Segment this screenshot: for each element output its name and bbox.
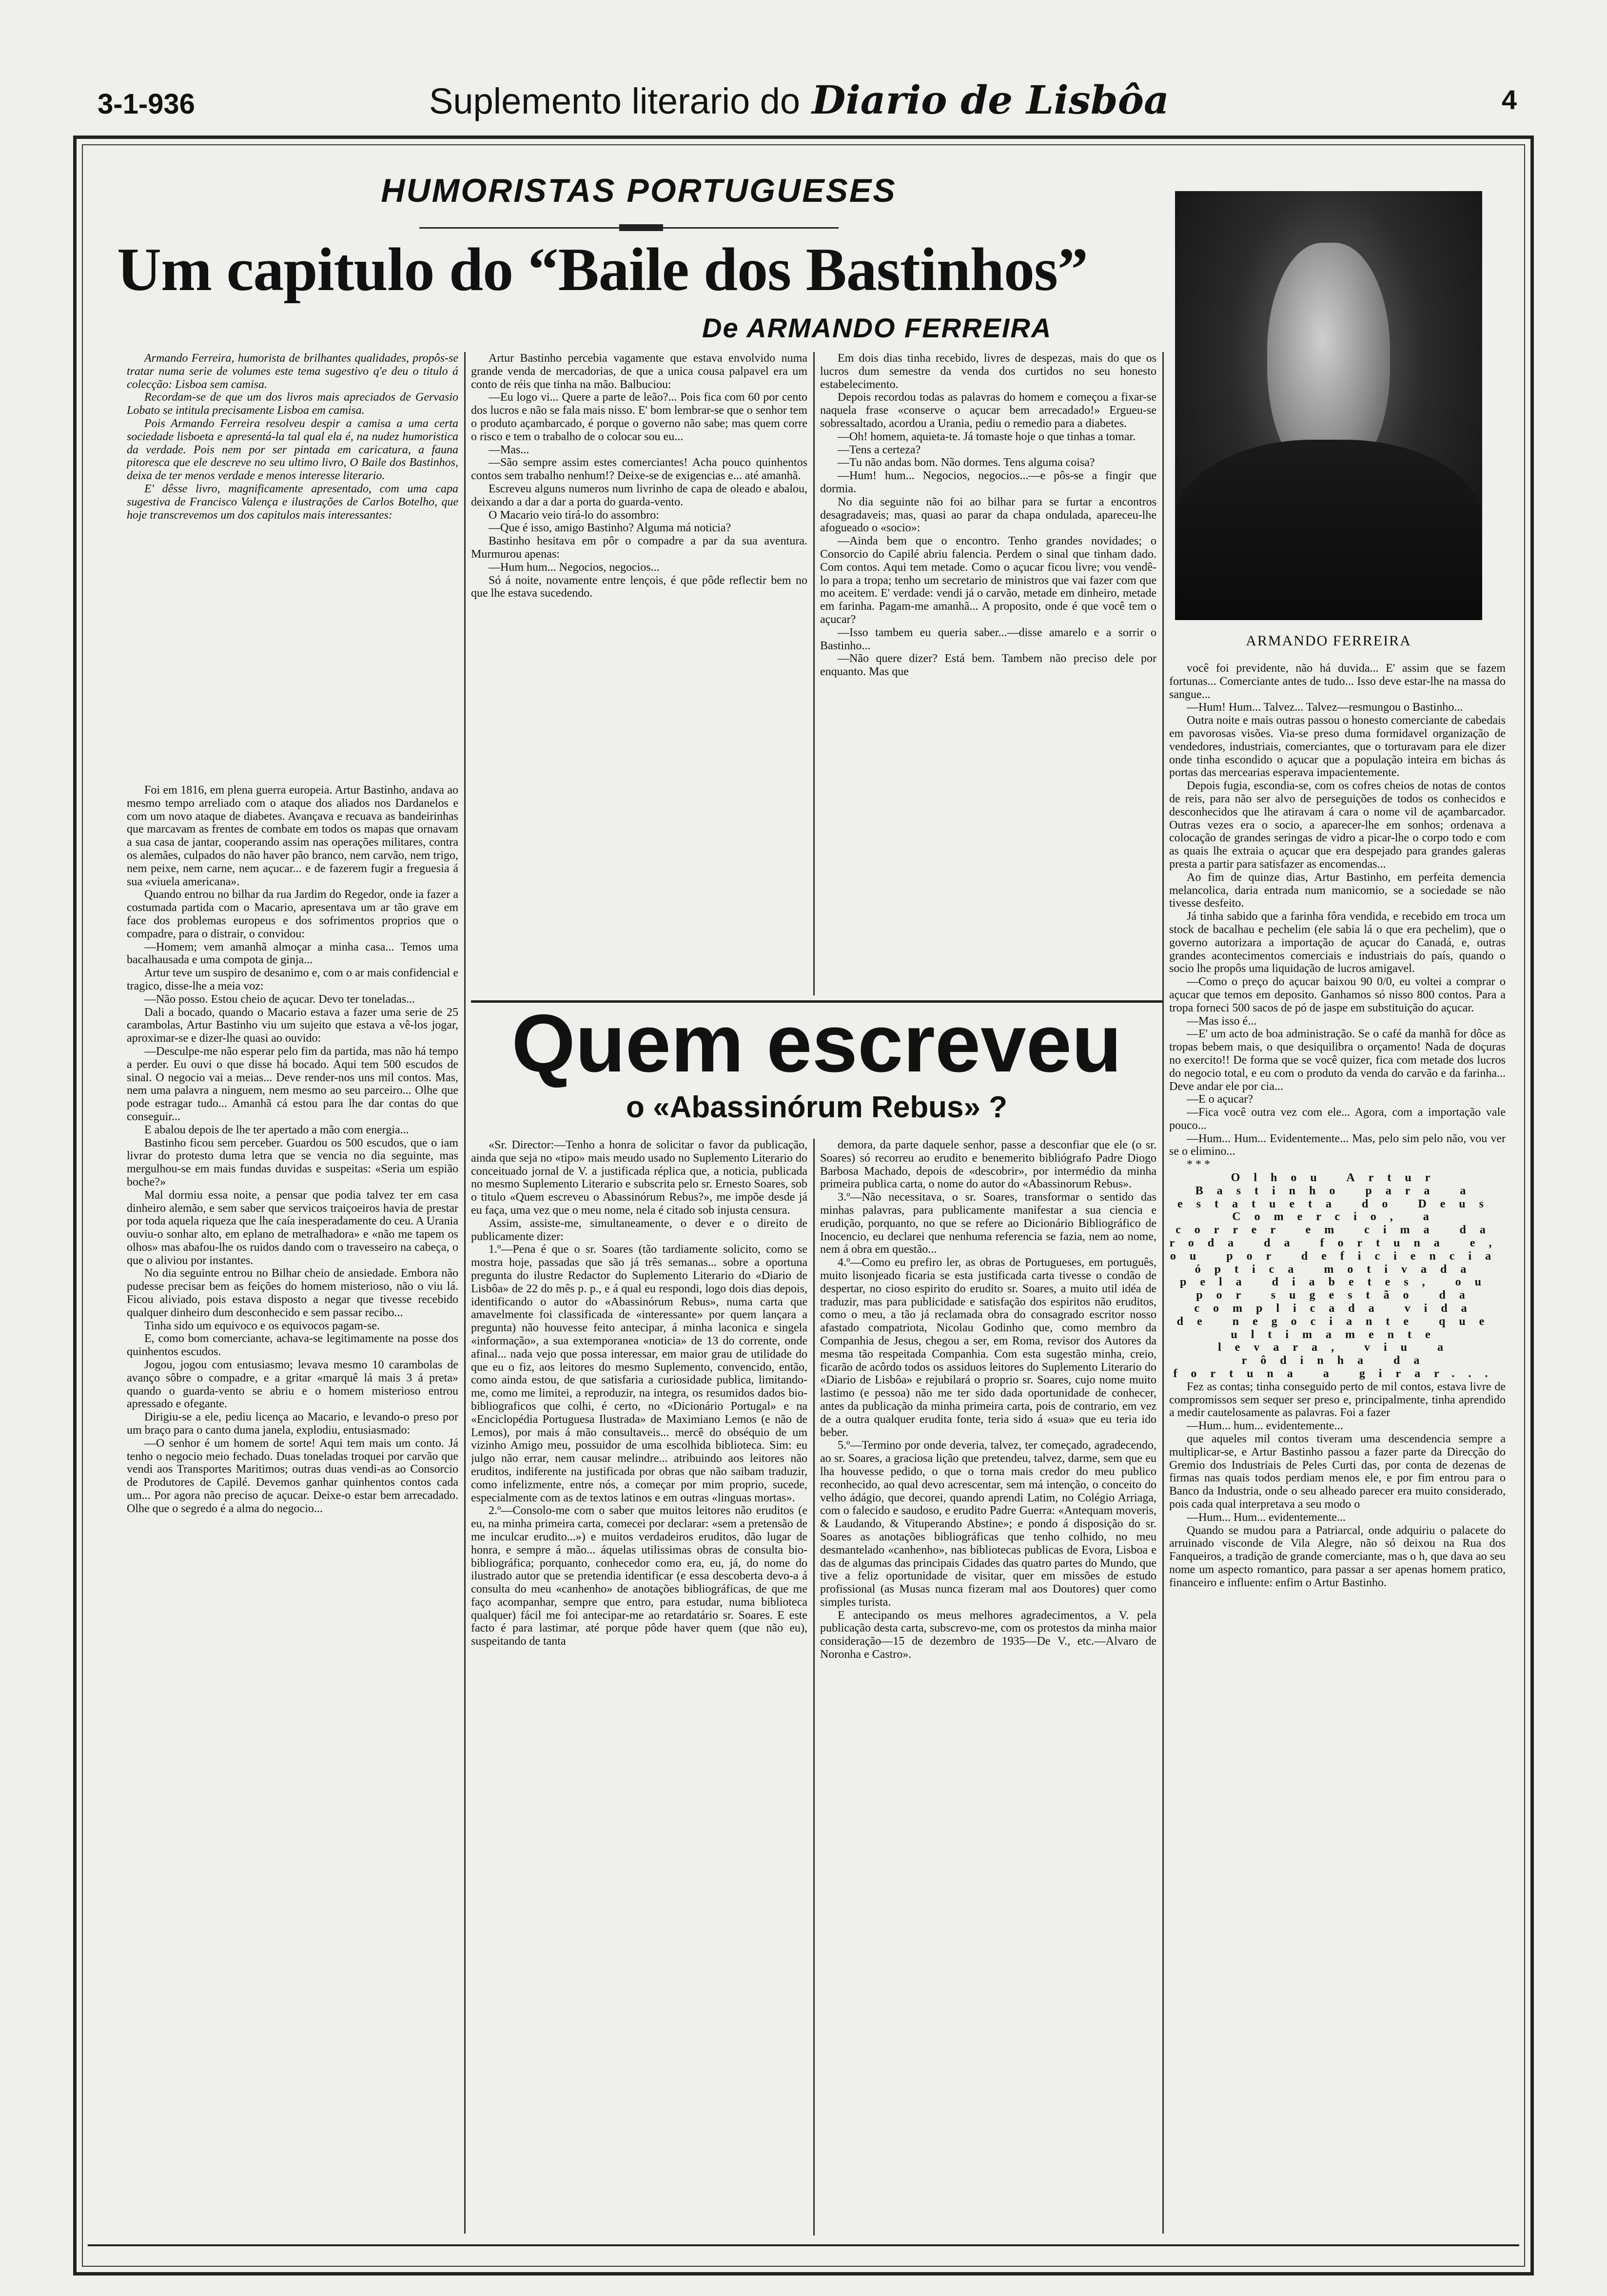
body-paragraph: —Eu logo vi... Quere a parte de leão?... Pois fica com 60 por cento dos lucros e não se fala mais nisso. E' bom lembrar-se que o senhor tem o produto açambarcado, é porque o governo não sabe; mas quem corre o risco e tem o trabalho de o colocar sou eu... (471, 391, 807, 443)
body-paragraph: —Hum... Hum... evidentemente... (1187, 1511, 1346, 1524)
body-paragraph: —Não quere dizer? Está bem. Tambem não preciso dele por enquanto. Mas que (820, 652, 1156, 679)
body-paragraph: Bastinho hesitava em pôr o compadre a par da sua aventura. Murmurou apenas: (471, 535, 807, 561)
body-paragraph: Artur Bastinho percebia vagamente que estava envolvido numa grande venda de mercadorias, de que a unica cousa palpavel era um conto de réis que tinha na mão. Balbuciou: (471, 352, 807, 391)
photo-caption: ARMANDO FERREIRA (1246, 633, 1411, 649)
body-paragraph: —Hum! Hum... Talvez... Talvez—resmungou o Bastinho... (1187, 701, 1463, 714)
article1-byline: De ARMANDO FERREIRA (702, 312, 1052, 343)
body-paragraph: —Que é isso, amigo Bastinho? Alguma má noticia? (489, 522, 731, 535)
article1-col1-body (127, 784, 458, 2237)
body-paragraph: Já tinha sabido que a farinha fôra vendida, e recebido em troca um stock de bacalhau e pechelim (ele sabia lá o que era pechelim), que o governo autorizara a importação de açucar do Canadá, e, outras grandes acontecimentos comerciais e industriais do país, quando o socio lhe propôs uma liquidação de lucros amigavel. (1169, 910, 1506, 975)
body-paragraph: E, como bom comerciante, achava-se legitimamente na posse dos quinhentos escudos. (127, 1332, 458, 1359)
kicker-rule-mark (619, 224, 663, 231)
body-paragraph: Jogou, jogou com entusiasmo; levava mesmo 10 carambolas de avanço sôbre o compadre, e a gritar «marquê lá mais 3 á preta» quando o guarda-vento se abriu e o homem misterioso entrou apressado e ofegante. (127, 1359, 458, 1411)
body-paragraph: Tinha sido um equivoco e os equivocos pagam-se. (144, 1319, 380, 1332)
article2-subtitle: o «Abassinórum Rebus» ? (626, 1090, 1008, 1124)
body-paragraph: —E' um acto de boa administração. Se o café da manhã for dôce as tropas bebem mais, o que desiquilibra o orçamento! Nada de doçuras no exercito!! De forma que se você quizer, fica com metade dos lucros do negocio total, e eu com o produto da venda do carvão e da farinha... Deve andar ele por cia... (1169, 1028, 1506, 1093)
body-paragraph: —Tu não andas bom. Não dormes. Tens alguma coisa? (838, 456, 1095, 469)
intro-paragraph: E' dêsse livro, magnificamente apresentado, com uma capa sugestiva de Francisco Valença e ilustrações de Carlos Botelho, que hoje transcrevemos um dos capitulos mais interessantes: (127, 482, 458, 522)
body-paragraph: —Não posso. Estou cheio de açucar. Devo ter toneladas... (144, 992, 415, 1006)
article2-title: Quem escreveu (511, 997, 1122, 1089)
body-paragraph: Foi em 1816, em plena guerra europeia. Artur Bastinho, andava ao mesmo tempo arreliado com o ataque dos aliados nos Dardanelos e com um novo ataque de diabetes. Avançava e recuava as bandeirinhas que marcavam as frentes de combate em todos os mapas que ornavam a sua casa de jantar, cooperando assim nas operações militares, contra os alemães, culpados do não haver pão branco, nem carvão, nem trigo, nem peixe, nem carne, nem açucar... e de fazerem fugir a freguesia á sua «viuela americana». (127, 784, 458, 888)
article1-kicker: HUMORISTAS PORTUGUESES (381, 172, 897, 209)
body-paragraph: —Mas isso é... (1187, 1014, 1257, 1028)
body-paragraph: —Ainda bem que o encontro. Tenho grandes novidades; o Consorcio do Capilé abriu falencia. Perdem o sinal que tinham dado. Com contos. Aqui tem metade. Como o açucar ficou livre; vou vendê-lo para a tropa; tenho um secretario de ministros que vai fazer com que mo aceitem. E' verdade: vendi já o carvão, metade em dinheiro, metade em farinha. Pagam-me amanhã... A proposito, onde é que você tem o açucar? (820, 535, 1156, 626)
body-paragraph: 2.º—Consolo-me com o saber que muitos leitores não eruditos (e eu, na minha primeira carta, comecei por declarar: «sem a pretensão de me inculcar erudito...») e muitos verdadeiros eruditos, dão lugar de honra, e sempre á mão... áquelas utilissimas obras de consulta bio-bibliográfica; porquanto, conhecedor como era, eu, já, do nome do ilustrado autor que se pretendia identificar (e essa descoberta devo-a á consulta do meu «canhenho» de anotações bibliográficas, de que me faço acompanhar, sempre que entro, para estudar, numa biblioteca qualquer) fácil me foi antecipar-me ao retardatário sr. Soares. E este facto é para lastimar, até porque pôde haver quem (que não eu), suspeitando de tanta (471, 1504, 807, 1648)
page-number: 4 (1502, 84, 1517, 115)
column-rule (813, 1139, 815, 2236)
column-rule (813, 352, 815, 995)
body-paragraph: Dirigiu-se a ele, pediu licença ao Macario, e levando-o preso por um braço para o canto duma janela, explodiu, entusiasmado: (127, 1411, 458, 1437)
body-paragraph: 5.º—Termino por onde deveria, talvez, ter começado, agradecendo, ao sr. Soares, a graciosa lição que pretendeu, talvez, darme, sem que eu lha houvesse pedido, o que o torna mais credor do meu publico reconhecido, ao qual devo acrescentar, sem má intenção, o conceito do velho ádágio, que decorei, quando aprendi Latim, no Colégio Arriaga, com o falecido e saudoso, e erudito Padre Guerra: «Antequam moveris, & Laudando, & Vituperando Abstine»; e pondo á disposição do sr. Soares as anotações bibliográficas que tenho colhido, no meu desmantelado «canhenho», nas bibliotecas publicas de Evora, Lisboa e das de algumas das principais Cidades das quatro partes do Mundo, que tive a feliz oportunidade de visitar, quer em missões de estudo profissional (as Musas nunca fizeram mal aos Doutores) quer como simples turista. (820, 1439, 1156, 1609)
article1-col2 (471, 352, 807, 995)
body-paragraph: demora, da parte daquele senhor, passe a desconfiar que ele (o sr. Soares) só recorreu ao erudito e benemerito bibliógrafo Padre Diogo Barbosa Machado, depois de «descobrir», por intermédio da minha primeira publica carta, o nome do autor do «Abassinorum Rebus». (820, 1139, 1156, 1191)
intro-paragraph: Recordam-se de que um dos livros mais apreciados de Gervasio Lobato se intitula precisamente Lisboa em camisa. (127, 391, 458, 417)
body-paragraph: Quando se mudou para a Patriarcal, onde adquiriu o palacete do arruinado visconde de Vila Alegre, não só deixou na Rua dos Fanqueiros, a tradição de grande comerciante, mas o h, que dava ao seu nome um aspecto romantico, para passar a ser apenas homem pratico, financeiro e influente: enfim o Artur Bastinho. (1169, 1524, 1506, 1589)
body-paragraph: —Hum... hum... evidentemente... (1187, 1420, 1343, 1433)
body-paragraph: Só á noite, novamente entre lençois, é que pôde reflectir bem no que lhe estava sucedendo. (471, 574, 807, 600)
body-paragraph: Artur teve um suspiro de desanimo e, com o ar mais confidencial e tragico, disse-lhe a meia voz: (127, 967, 458, 992)
body-paragraph: Depois recordou todas as palavras do homem e começou a fixar-se naquela frase «conserve o açucar bem arrecadado!» Ergueu-se sobressaltado, acordou a Urania, pediu o remedio para a diabetes. (820, 391, 1156, 430)
body-paragraph: Escreveu alguns numeros num livrinho de capa de oleado e abalou, deixando a dar a dar a porta do guarda-vento. (471, 482, 807, 508)
body-paragraph: Mal dormiu essa noite, a pensar que podia talvez ter em casa dinheiro alemão, e sem saber que servicos traiçoeiros havia de prestar por toda aquela riqueza que lhe caía inesperadamente do ceu. A Urania ouviu-o sonhar alto, em eplano de metralhadora» e «não me tapem os olhos» mas abafou-lhe os ruidos dando com o travesseiro na cabeça, o que o aliviou por instantes. (127, 1188, 458, 1267)
body-paragraph: E abalou depois de lhe ter apertado a mão com energia... (144, 1123, 409, 1136)
body-paragraph: você foi previdente, não há duvida... E' assim que se fazem fortunas... Comerciante antes de tudo... Isso deve estar-lhe na massa do sangue... (1169, 662, 1506, 701)
body-paragraph: «Sr. Director:—Tenho a honra de solicitar o favor da publicação, ainda que seja no «tipo» mais meudo usado no Suplemento Literario do conceituado jornal de V. a justificada réplica que, a noticia, publicada no mesmo Suplemento Literario e subscrita pelo sr. Ernesto Soares, sob o titulo «Quem escreveu o Abassinórum Rebus?», me impõe desde já eu faça, uma vez que o meu nome, nela é citado sob injusta censura. (471, 1139, 807, 1217)
body-paragraph: —Hum hum... Negocios, negocios... (489, 561, 660, 574)
author-photo-suit (1175, 440, 1482, 620)
masthead (429, 77, 1209, 123)
body-paragraph: No dia seguinte entrou no Bilhar cheio de ansiedade. Embora não pudesse precisar bem as feições do homem misterioso, não o viu lá. Ficou aliviado, pois estava disposto a negar que tivesse recebido qualquer dinheiro dum desconhecido e sem passar recibo... (127, 1267, 458, 1319)
article1-title: Um capitulo do “Baile dos Bastinhos” (117, 236, 1088, 304)
article2-colB (820, 1139, 1156, 2236)
body-paragraph: No dia seguinte não foi ao bilhar para se furtar a encontros desagradaveis; mas, quasi ao parar da chapa ondulada, apareceu-lhe afogueado o «socio»: (820, 495, 1156, 535)
body-paragraph: Em dois dias tinha recebido, livres de despezas, mais do que os lucros dum semestre da venda dos curtidos no seu honesto estabelecimento. (820, 352, 1156, 391)
body-paragraph: Bastinho ficou sem perceber. Guardou os 500 escudos, que o iam livrar do protesto duma letra que se vencia no dia seguinte, mas mergulhou-se em mais fundas duvidas e suspeitas: «Seria um espião boche?» (127, 1136, 458, 1188)
body-paragraph: Dali a bocado, quando o Macario estava a fazer uma serie de 25 carambolas, Artur Bastinho viu um sujeito que estava a vê-los jogar, aproximar-se e dizer-lhe quasi ao ouvido: (127, 1006, 458, 1045)
body-paragraph: —Isso tambem eu queria saber...—disse amarelo e a sorrir o Bastinho... (820, 626, 1156, 652)
bottom-rule (88, 2244, 1519, 2246)
body-paragraph: —Como o preço do açucar baixou 90 0/0, eu voltei a comprar o açucar que temos em deposito. Ganhamos só nisso 800 contos. Para a tropa forneci 500 sacos de pó de jaspe em substituição do açucar. (1169, 975, 1506, 1014)
body-paragraph: —Mas... (489, 443, 529, 456)
intro-paragraph: Pois Armando Ferreira resolveu despir a camisa a uma certa sociedade lisboeta e apresentá-la tal qual ela é, na nudez humoristica da verdade. Pois nem por ser pintada em caricatura, a fauna pitoresca que ele descreve no seu ultimo livro, O Baile dos Bastinhos, deixa de ter menos verdade e menos interesse literario. (127, 417, 458, 483)
body-paragraph: —Homem; vem amanhã almoçar a minha casa... Temos uma bacalhausada e uma compota de ginja... (127, 940, 458, 967)
body-paragraph: Fez as contas; tinha conseguido perto de mil contos, estava livre de compromissos sem sequer ser preso e, principalmente, tinha aprendido a medir cautelosamente as palavras. Foi a fazer (1169, 1380, 1506, 1420)
author-photo (1175, 191, 1482, 620)
masthead-gothic: Diario de Lisbôa (812, 77, 1169, 123)
body-paragraph: Assim, assiste-me, simultaneamente, o dever e o direito de publicamente dizer: (471, 1217, 807, 1243)
body-paragraph: 1.º—Pena é que o sr. Soares (tão tardiamente solicito, como se mostra hoje, passadas que são já três semanas... sobre a oportuna pregunta do ilustre Redactor do Suplemento Literario do «Diario de Lisbôa» de 22 do mês p. p., e á qual eu respondi, logo dois dias depois, identificando o autor do «Abassinórum Rebus», numa carta que amavelmente foi classificada de «interessante» por quem lançara a pregunta) não houvesse feito antecipar, á minha laconica e singela «informação», a sua extemporanea «noticia» de 13 do corrente, onde afinal... nada vejo que possa interessar, em maior grau de utilidade do que eu o fiz, aos leitores do mesmo Suplemento, convencido, então, como ainda estou, de que satisfaria a curiosidade publica, limitando-me, como me limitei, a reproduzir, na integra, os resumidos dados bio-bibliograficos que colhi, é certo, no «Dicionário Portugal» e na «Enciclopédia Portuguesa Ilustrada» de Maximiano Lemos (e não de Lemos), por mais á mão consultaveis... mercê do obséquio de um vizinho Amigo meu, possuidor de uma escolhida biblioteca. Sim: eu julgo não errar, nem causar melindre... atribuindo aos leitores não eruditos, indiferente na justificada por obras que não saibam traduzir, como infelizmente, entre nós, a começar por mim proprio, sucede, especialmente com as de textos latinos e em outras «linguas mortas». (471, 1243, 807, 1504)
body-paragraph: Outra noite e mais outras passou o honesto comerciante de cabedais em pavorosas visões. Via-se preso duma formidavel organização de vendedores, industriais, comerciantes, que o torturavam para ele dizer onde tinha escondido o açucar que a população inteira em bichas ás portas das mercearias esperava impacientemente. (1169, 714, 1506, 779)
body-paragraph: Depois fugia, escondia-se, com os cofres cheios de notas de contos de reis, para não ser alvo de perseguições de todos os conhecidos e desconhecidos que lhe atiravam á cara o nome vil de açambarcador. Outras vezes era o socio, a aparecer-lhe em sonhos; ordenava a colocação de grandes seringas de vidro a picar-lhe o corpo todo e com as quais lhe extraia o açucar que era despejado para grandes galeras presta a partir para satisfazer as encomendas... (1169, 779, 1506, 871)
article1-col4 (1169, 662, 1506, 2237)
section-separator: Olhou Artur Bastinho para a estatueta do Deus Comercio, a correr em cima da roda da fortuna e, ou por deficiencia óptica motivada pela diabetes, ou por sugestão da complicada vida de negociante que ultimamente levara, viu a rôdinha da fortuna a girar... (1169, 1171, 1506, 1381)
body-paragraph: —Oh! homem, aquieta-te. Já tomaste hoje o que tinhas a tomar. (838, 430, 1136, 443)
body-paragraph: que aqueles mil contos tiveram uma descendencia sempre a multiplicar-se, e Artur Bastinho passou a fazer parte da Direcção do Gremio dos Industriais de Peles Curti das, por conta de dezenas de firmas nas quais todos perdiam menos ele, e por fim entrou para o Banco da Industria, onde o seu alheado parecer era muito considerado, pois cada qual interpretava a seu modo o (1169, 1433, 1506, 1511)
body-paragraph: —São sempre assim estes comerciantes! Acha pouco quinhentos contos sem trabalho nenhum!? Deixe-se de exigencias e... até amanhã. (471, 456, 807, 483)
body-paragraph: O Macario veio tirá-lo do assombro: (489, 508, 659, 522)
article2-colA (471, 1139, 807, 2236)
body-paragraph: —Hum... Hum... Evidentemente... Mas, pelo sim pelo não, vou ver se o elimino... (1169, 1132, 1506, 1158)
article1-col1-intro (127, 352, 458, 781)
body-paragraph: —Tens a certeza? (838, 443, 921, 456)
body-paragraph: * * * (1187, 1158, 1210, 1171)
body-paragraph: —Desculpe-me não esperar pelo fim da partida, mas não há tempo a perder. Eu ouvi o que disse há bocado. Aqui tem 500 escudos de sinal. O negocio vai a meias... Deve render-nos uns mil contos. Mas, nem uma palavra a ninguem, nem mesmo ao seu parceiro... Olhe que pode estragar tudo... Amanhã cá estou para lhe dar contas do que conseguir... (127, 1045, 458, 1123)
body-paragraph: 4.º—Como eu prefiro ler, as obras de Portugueses, em português, muito lisonjeado ficaria se esta justificada carta tivesse o condão de despertar, no cioso espirito do erudito sr. Soares, a muito util idéa de traduzir, mas para publicidade e satisfação dos espiritos não eruditos, como o meu, a tão já reclamada obra do consagrado escritor nosso afastado compatriota, Nicolau Godinho que, como membro da Companhia de Jesus, chegou a ser, em Roma, revisor dos Autores da mesma tão respeitada Companhia. Com esta sugestão minha, creio, ficarão de acôrdo todos os assiduos leitores do Suplemento Literario do «Diario de Lisbôa» e rejubilará o proprio sr. Soares, cujo nome muito lastimo (e pessoa) não me ter sido dada oportunidade de conhecer, antes da publicação da minha primeira carta, pois de contrario, em vez de a outra qualquer erudita fonte, teria sido á «sua» que eu teria ido beber. (820, 1256, 1156, 1439)
body-paragraph: —Hum! hum... Negocios, negocios...—e pôs-se a fingir que dormia. (820, 469, 1156, 495)
intro-paragraph: Armando Ferreira, humorista de brilhantes qualidades, propôs-se tratar numa serie de volumes este tema sugestivo q'e deu o titulo á colecção: Lisboa sem camisa. (127, 352, 458, 391)
issue-date: 3-1-936 (98, 88, 195, 120)
body-paragraph: —O senhor é um homem de sorte! Aqui tem mais um conto. Já tenho o negocio meio fechado. Duas toneladas troquei por carvão que vendi aos Transportes Maritimos; outras duas vendi-as ao Consorcio de Produtores de Capilé. Devemos ganhar quinhentos contos cada um... Por agora não preciso de açucar. Deixe-o estar bem arrecadado. Olhe que o segredo é a alma do negocio... (127, 1437, 458, 1515)
body-paragraph: Ao fim de quinze dias, Artur Bastinho, em perfeita demencia melancolica, daria entrada num manicomio, se a sociedade se não tivesse desfeito. (1169, 871, 1506, 910)
body-paragraph: —Fica você outra vez com ele... Agora, com a importação vale pouco... (1169, 1106, 1506, 1132)
column-rule (1162, 352, 1164, 2234)
masthead-plain: Suplemento literario do (429, 81, 800, 121)
body-paragraph: —E o açucar? (1187, 1093, 1253, 1106)
body-paragraph: Quando entrou no bilhar da rua Jardim do Regedor, onde ia fazer a costumada partida com o Macario, apresentava um ar tão grave em face dos problemas europeus e dos sofrimentos proprios que o compadre, para o distrair, o convidou: (127, 888, 458, 940)
column-rule (464, 352, 466, 2234)
article1-col3 (820, 352, 1156, 995)
body-paragraph: E antecipando os meus melhores agradecimentos, a V. pela publicação desta carta, subscrevo-me, com os protestos da minha maior consideração—15 de dezembro de 1935—De V., etc.—Alvaro de Noronha e Castro». (820, 1609, 1156, 1661)
body-paragraph: 3.º—Não necessitava, o sr. Soares, transformar o sentido das minhas palavras, para publicamente manifestar a sua ciencia e erudição, porquanto, no que se refere ao Dicionário Bibliográfico de Inocencio, eu declarei que nenhuma referencia se fazia, nem ao nome, nem á obra em questão... (820, 1191, 1156, 1256)
